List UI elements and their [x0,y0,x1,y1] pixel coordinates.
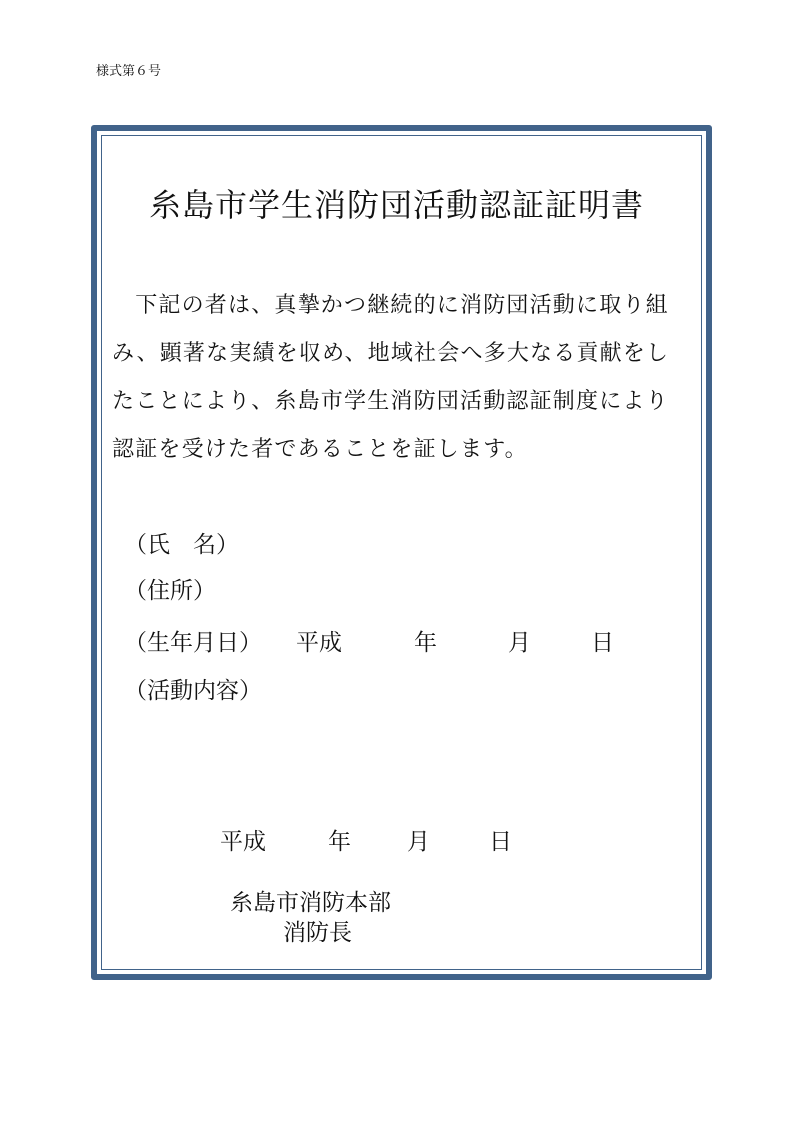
body-line: み、顕著な実績を収め、地域社会へ多大なる貢献をし [112,341,670,366]
activity-label: （活動内容） [124,678,262,704]
body-line: たことにより、糸島市学生消防団活動認証制度により [112,389,669,414]
certificate-title: 糸島市学生消防団活動認証証明書 [148,186,644,224]
issue-date-day: 日 [489,829,512,855]
birthdate-year: 年 [414,630,437,656]
issue-date-year: 年 [328,829,351,855]
issue-date-era: 平成 [220,829,266,855]
issuer-organization: 糸島市消防本部 [230,890,391,916]
body-line: 下記の者は、真摯かつ継続的に消防団活動に取り組 [112,293,669,318]
birthdate-label: （生年月日） [124,630,262,656]
name-label: （氏 名） [124,532,239,558]
body-line: 認証を受けた者であることを証します。 [112,437,528,462]
issuer-title: 消防長 [283,920,352,946]
birthdate-era: 平成 [296,630,342,656]
certificate-body [112,282,702,474]
birthdate-day: 日 [591,630,614,656]
form-number: 様式第６号 [96,64,162,79]
issue-date-month: 月 [407,829,430,855]
birthdate-month: 月 [508,630,531,656]
address-label: （住所） [124,578,216,604]
